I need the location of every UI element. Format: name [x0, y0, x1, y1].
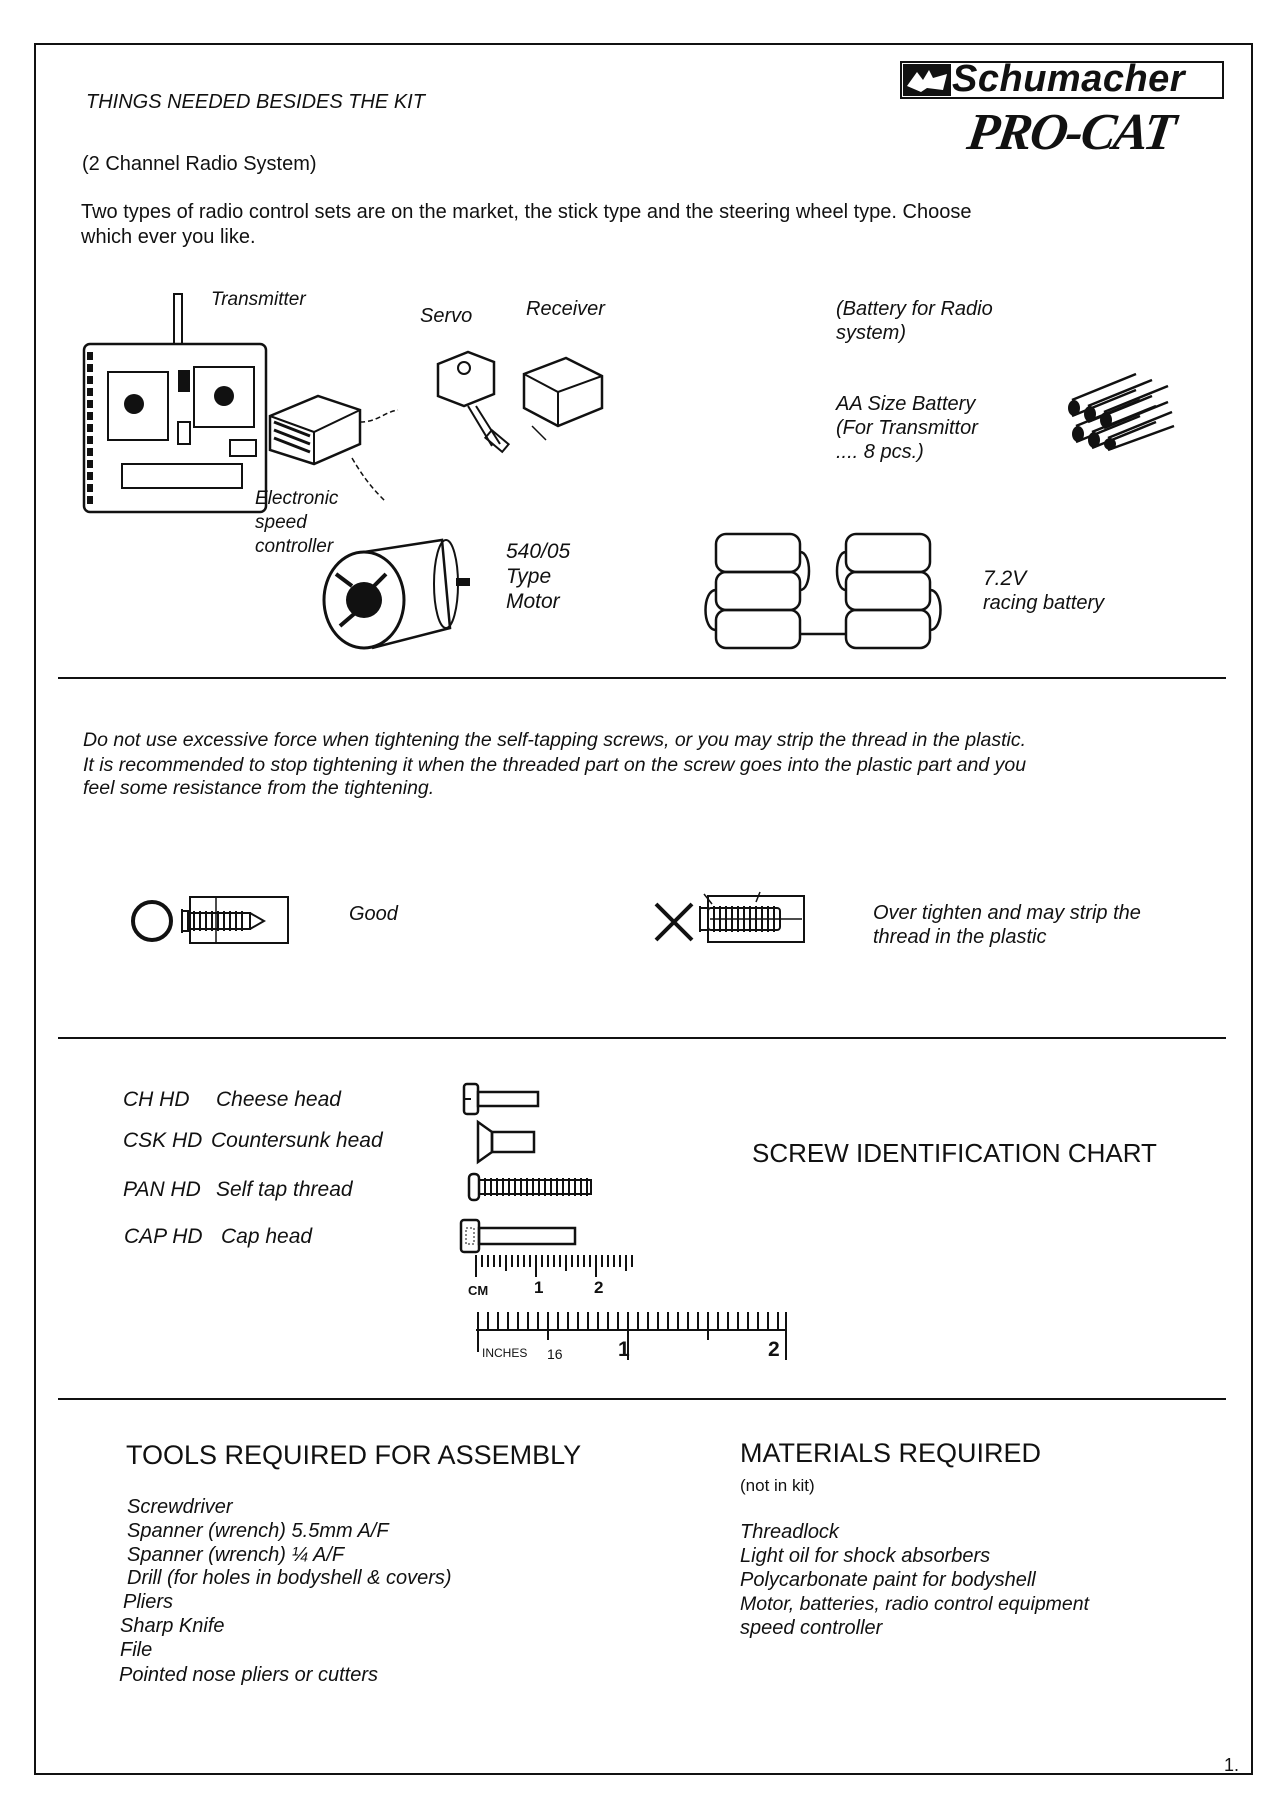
schumacher-logo-icon	[903, 64, 951, 96]
page-number: 1.	[1224, 1755, 1240, 1775]
transmitter-label: Transmitter	[211, 289, 306, 310]
intro-text-line2: which ever you like.	[81, 226, 256, 248]
esc-label-line1: Electronic	[255, 488, 339, 509]
motor-label-line3: Motor	[506, 590, 560, 613]
countersunk-screw-icon	[476, 1120, 538, 1164]
aa-batteries-illustration	[1066, 370, 1188, 452]
divider-1	[58, 677, 1226, 679]
intro-heading: THINGS NEEDED BESIDES THE KIT	[86, 91, 425, 113]
warning-line1: Do not use excessive force when tightening the self-tapping screws, or you may strip the thread in the plastic.	[83, 729, 1026, 751]
radio-battery-label-line2: system)	[836, 322, 906, 344]
radio-battery-label-line1: (Battery for Radio	[836, 298, 993, 320]
inch-ruler-label-1: 1	[618, 1338, 630, 1361]
tool-item: Sharp Knife	[120, 1615, 225, 1637]
screw-code-countersunk: CSK HD	[123, 1129, 203, 1152]
bad-label-line1: Over tighten and may strip the	[873, 902, 1141, 924]
warning-line3: feel some resistance from the tightening.	[83, 777, 435, 799]
tool-item: Spanner (wrench) 5.5mm A/F	[127, 1520, 389, 1542]
racing-battery-illustration	[700, 530, 950, 654]
receiver-label: Receiver	[526, 298, 605, 320]
bad-screw-illustration	[652, 890, 808, 948]
materials-title: MATERIALS REQUIRED	[740, 1438, 1042, 1468]
aa-battery-label-line2: (For Transmittor	[836, 417, 978, 439]
cm-ruler-label-1: 1	[534, 1278, 544, 1297]
racing-battery-label-line2: racing battery	[983, 592, 1105, 614]
product-name: PRO-CAT	[963, 104, 1178, 161]
material-item: Polycarbonate paint for bodyshell	[740, 1569, 1036, 1591]
aa-battery-label-line3: .... 8 pcs.)	[836, 441, 924, 463]
tool-item: File	[120, 1639, 153, 1661]
tool-item: Drill (for holes in bodyshell & covers)	[127, 1567, 452, 1589]
cap-head-screw-icon	[459, 1218, 579, 1254]
brand-name: Schumacher	[952, 58, 1186, 100]
cm-ruler-unit: CM	[468, 1283, 489, 1298]
screw-name-pan: Self tap thread	[216, 1178, 353, 1201]
material-item: Motor, batteries, radio control equipment	[740, 1593, 1090, 1615]
inch-ruler-label-16: 16	[547, 1346, 563, 1362]
inch-ruler-label-2: 2	[768, 1338, 780, 1361]
screw-name-cap: Cap head	[221, 1225, 313, 1248]
screw-code-cheese: CH HD	[123, 1088, 190, 1111]
tools-title: TOOLS REQUIRED FOR ASSEMBLY	[126, 1440, 582, 1470]
pan-head-self-tap-screw-icon	[467, 1172, 597, 1202]
screw-code-pan: PAN HD	[123, 1178, 201, 1201]
receiver-illustration	[522, 352, 614, 444]
divider-2	[58, 1037, 1226, 1039]
transmitter-illustration	[82, 292, 272, 517]
cheese-head-screw-icon	[462, 1082, 542, 1116]
motor-label-line1: 540/05	[506, 540, 571, 563]
cm-ruler-label-2: 2	[594, 1278, 604, 1297]
esc-label-line2: speed	[255, 512, 307, 533]
servo-label: Servo	[420, 305, 473, 327]
warning-line2: It is recommended to stop tightening it when the threaded part on the screw goes into the plastic part and you	[83, 754, 1027, 776]
motor-label-line2: Type	[506, 565, 552, 588]
materials-note: (not in kit)	[740, 1476, 815, 1495]
tool-item: Screwdriver	[127, 1496, 233, 1518]
screw-name-cheese: Cheese head	[216, 1088, 341, 1111]
screw-chart-title: SCREW IDENTIFICATION CHART	[752, 1138, 1157, 1168]
screw-code-cap: CAP HD	[124, 1225, 203, 1248]
divider-3	[58, 1398, 1226, 1400]
intro-text-line1: Two types of radio control sets are on the market, the stick type and the steering wheel type. Choose	[81, 201, 972, 223]
racing-battery-label-line1: 7.2V	[983, 567, 1027, 590]
intro-subheading: (2 Channel Radio System)	[82, 153, 317, 175]
motor-illustration	[316, 534, 476, 652]
cm-ruler	[474, 1251, 644, 1281]
good-label: Good	[349, 903, 398, 925]
tool-item: Spanner (wrench) ¼ A/F	[127, 1544, 345, 1566]
material-item: speed controller	[740, 1617, 883, 1639]
tool-item: Pointed nose pliers or cutters	[119, 1664, 379, 1686]
material-item: Light oil for shock absorbers	[740, 1545, 991, 1567]
screw-name-countersunk: Countersunk head	[211, 1129, 383, 1152]
material-item: Threadlock	[740, 1521, 839, 1543]
aa-battery-label-line1: AA Size Battery	[836, 393, 976, 415]
tool-item: Pliers	[123, 1591, 174, 1613]
bad-label-line2: thread in the plastic	[873, 926, 1047, 948]
servo-illustration	[432, 346, 532, 456]
good-screw-illustration	[130, 893, 292, 949]
esc-label-line3: controller	[255, 536, 334, 557]
inch-ruler-unit: INCHES	[482, 1346, 528, 1360]
